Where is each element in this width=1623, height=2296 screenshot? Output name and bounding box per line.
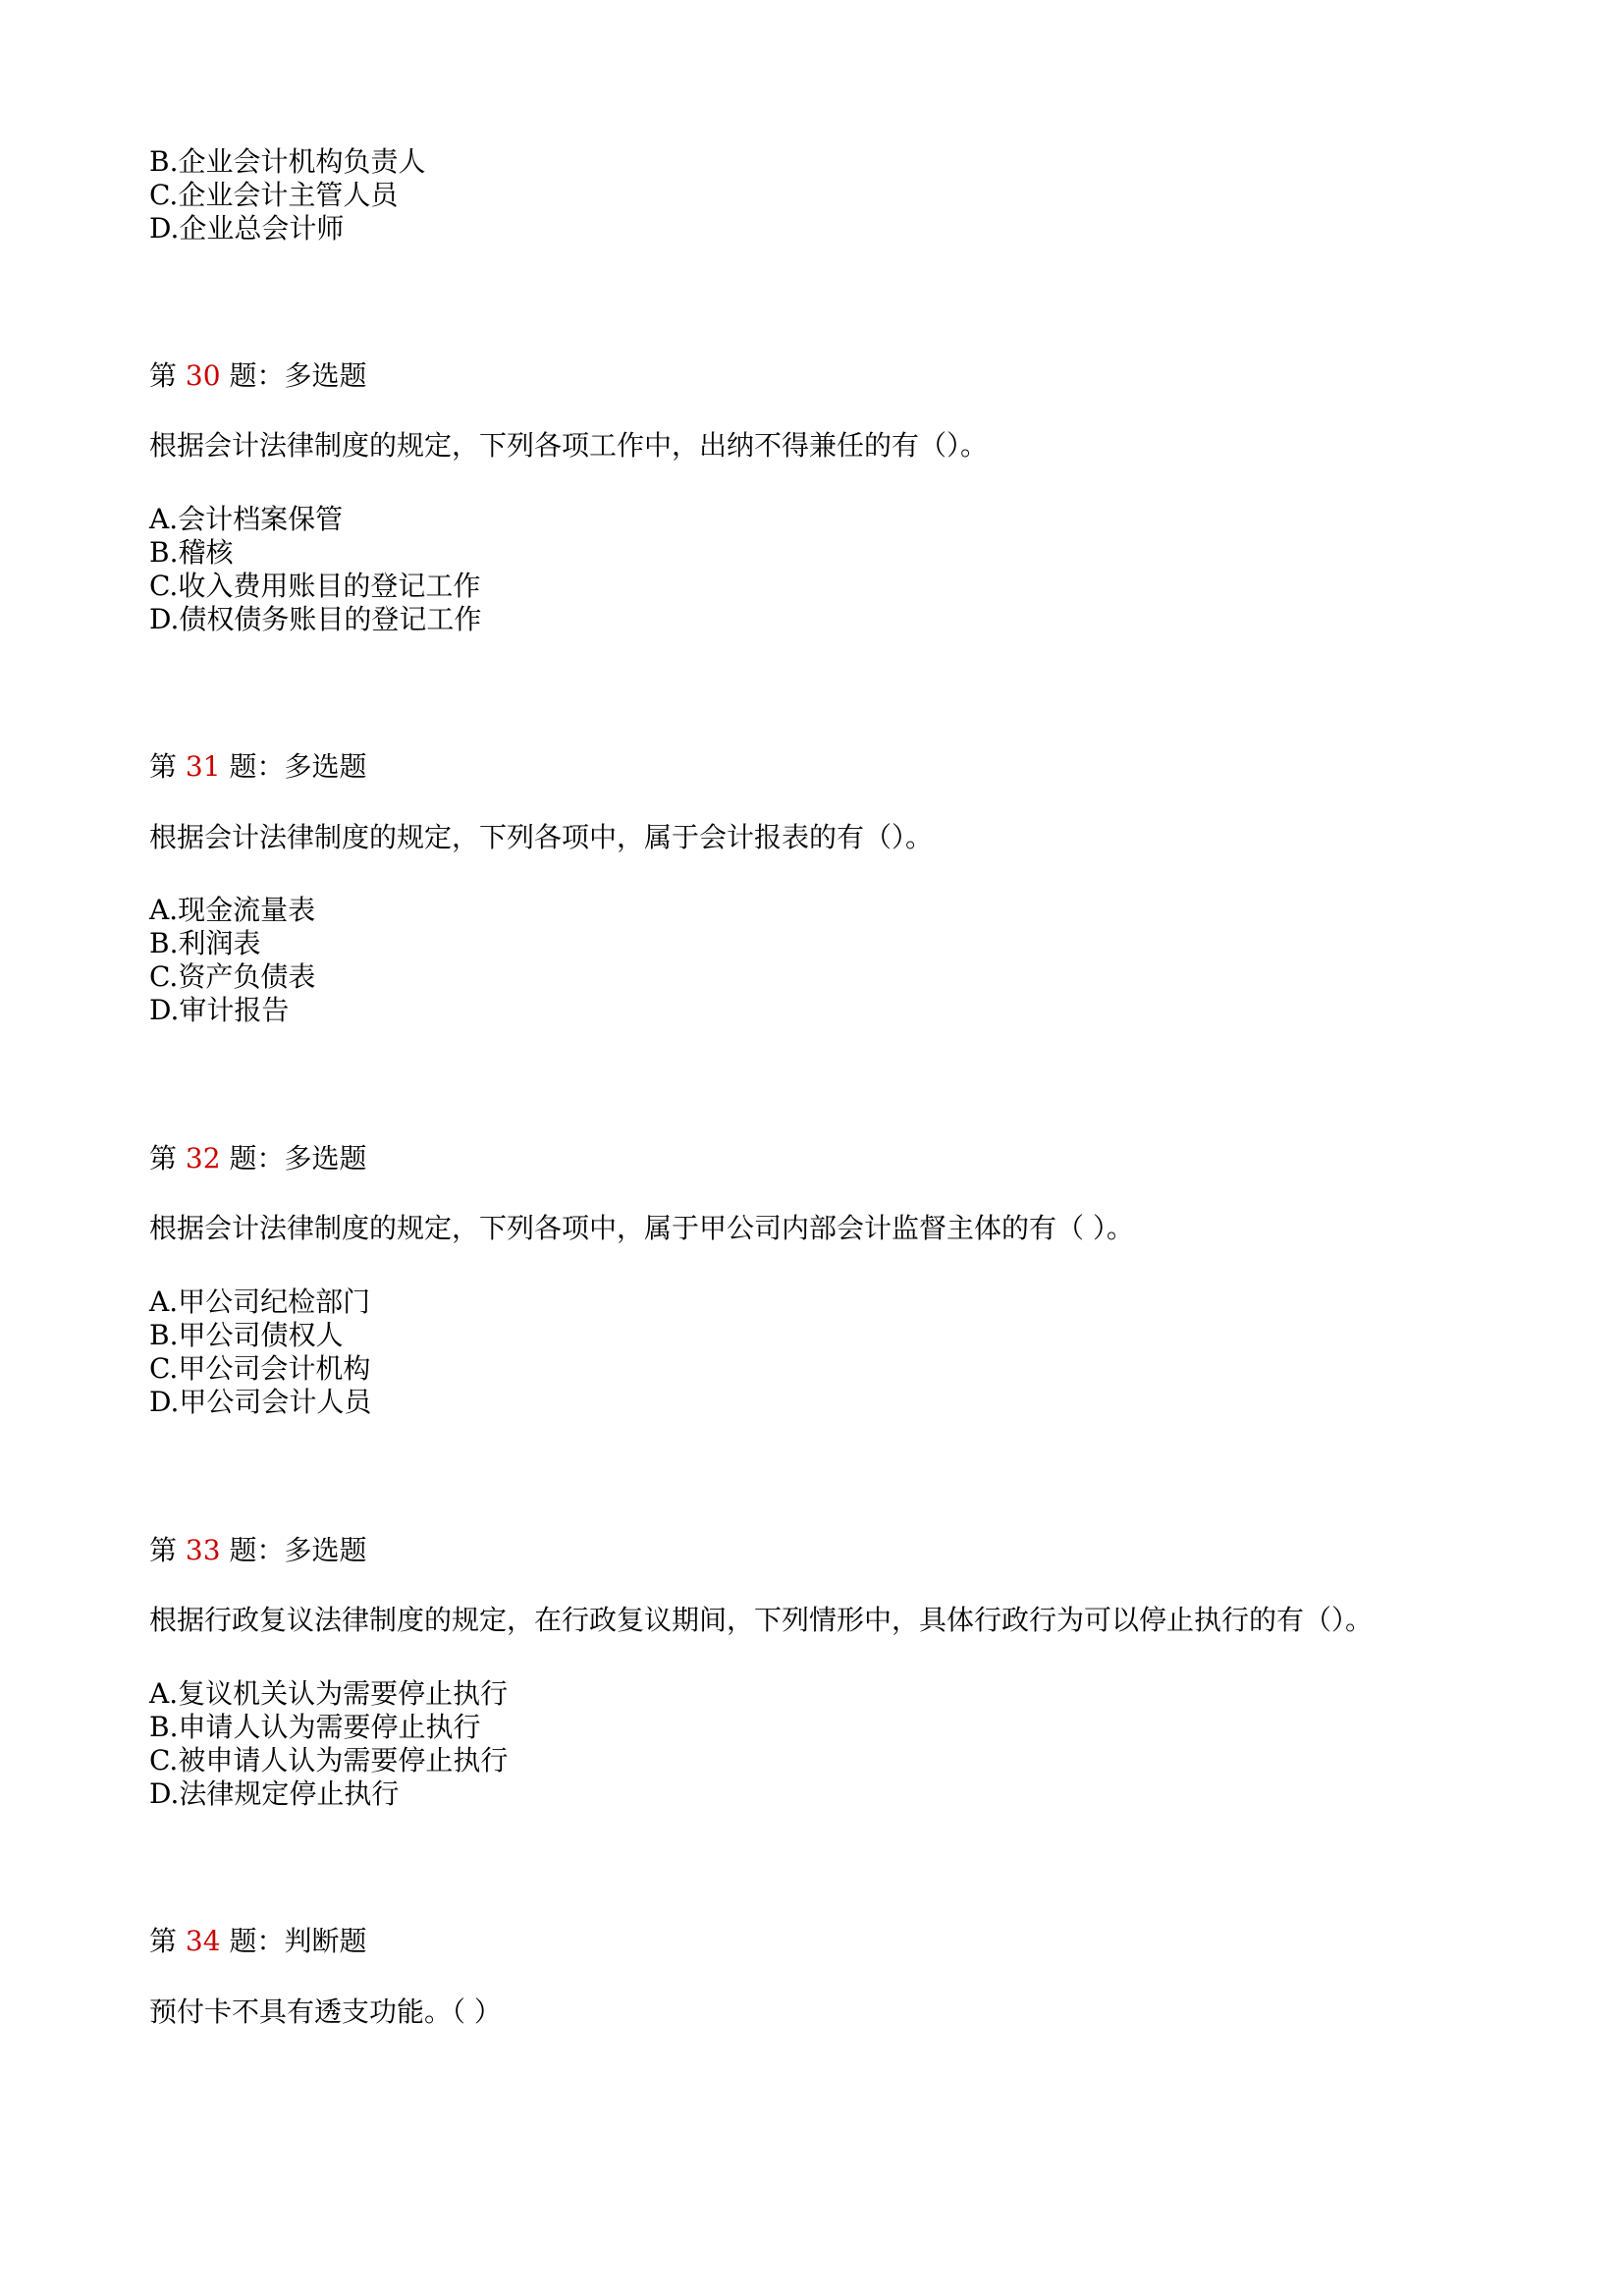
question-stem: 根据行政复议法律制度的规定，在行政复议期间，下列情形中，具体行政行为可以停止执行的有（）。	[149, 1604, 1374, 1636]
option-line: B.申请人认为需要停止执行	[149, 1711, 481, 1743]
option-line: B.稽核	[149, 536, 234, 569]
question-type: 题：多选题	[229, 1142, 367, 1175]
question-number: 33	[185, 1534, 221, 1566]
question-type: 题：多选题	[229, 750, 367, 783]
question-type: 题：多选题	[229, 1534, 367, 1566]
question-stem: 根据会计法律制度的规定，下列各项中，属于会计报表的有（）。	[149, 821, 934, 853]
question-prefix: 第	[149, 1534, 178, 1566]
question-prefix: 第	[149, 1925, 178, 1957]
question-number: 31	[185, 750, 221, 783]
question-header	[149, 1534, 366, 1567]
question-number: 32	[185, 1142, 221, 1175]
option-line: D.审计报告	[149, 994, 290, 1026]
option-line: C.甲公司会计机构	[149, 1352, 371, 1385]
question-stem: 根据会计法律制度的规定，下列各项工作中，出纳不得兼任的有（）。	[149, 429, 989, 462]
option-line: C.被申请人认为需要停止执行	[149, 1744, 509, 1777]
question-prefix: 第	[149, 359, 178, 392]
option-line: C.企业会计主管人员	[149, 179, 399, 211]
option-line: D.法律规定停止执行	[149, 1777, 400, 1810]
question-header	[149, 1925, 366, 1958]
option-line: A.会计档案保管	[149, 503, 344, 535]
option-line: A.甲公司纪检部门	[149, 1285, 371, 1318]
question-header	[149, 1142, 366, 1175]
question-number: 34	[185, 1925, 221, 1957]
option-line: D.甲公司会计人员	[149, 1386, 372, 1418]
question-prefix: 第	[149, 750, 178, 783]
question-stem: 根据会计法律制度的规定，下列各项中，属于甲公司内部会计监督主体的有（ ）。	[149, 1212, 1134, 1244]
question-number: 30	[185, 359, 221, 392]
option-line: B.企业会计机构负责人	[149, 145, 426, 178]
question-stem: 预付卡不具有透支功能。（ ）	[149, 1995, 502, 2028]
question-header	[149, 750, 366, 784]
option-line: A.复议机关认为需要停止执行	[149, 1677, 509, 1710]
question-type: 题：判断题	[229, 1925, 367, 1957]
option-line: C.收入费用账目的登记工作	[149, 570, 481, 602]
question-header	[149, 359, 366, 393]
option-line: A.现金流量表	[149, 894, 316, 926]
option-line: C.资产负债表	[149, 960, 316, 993]
option-line: D.债权债务账目的登记工作	[149, 603, 482, 635]
option-line: B.利润表	[149, 927, 261, 959]
question-type: 题：多选题	[229, 359, 367, 392]
option-line: B.甲公司债权人	[149, 1319, 344, 1351]
question-prefix: 第	[149, 1142, 178, 1175]
option-line: D.企业总会计师	[149, 212, 345, 245]
